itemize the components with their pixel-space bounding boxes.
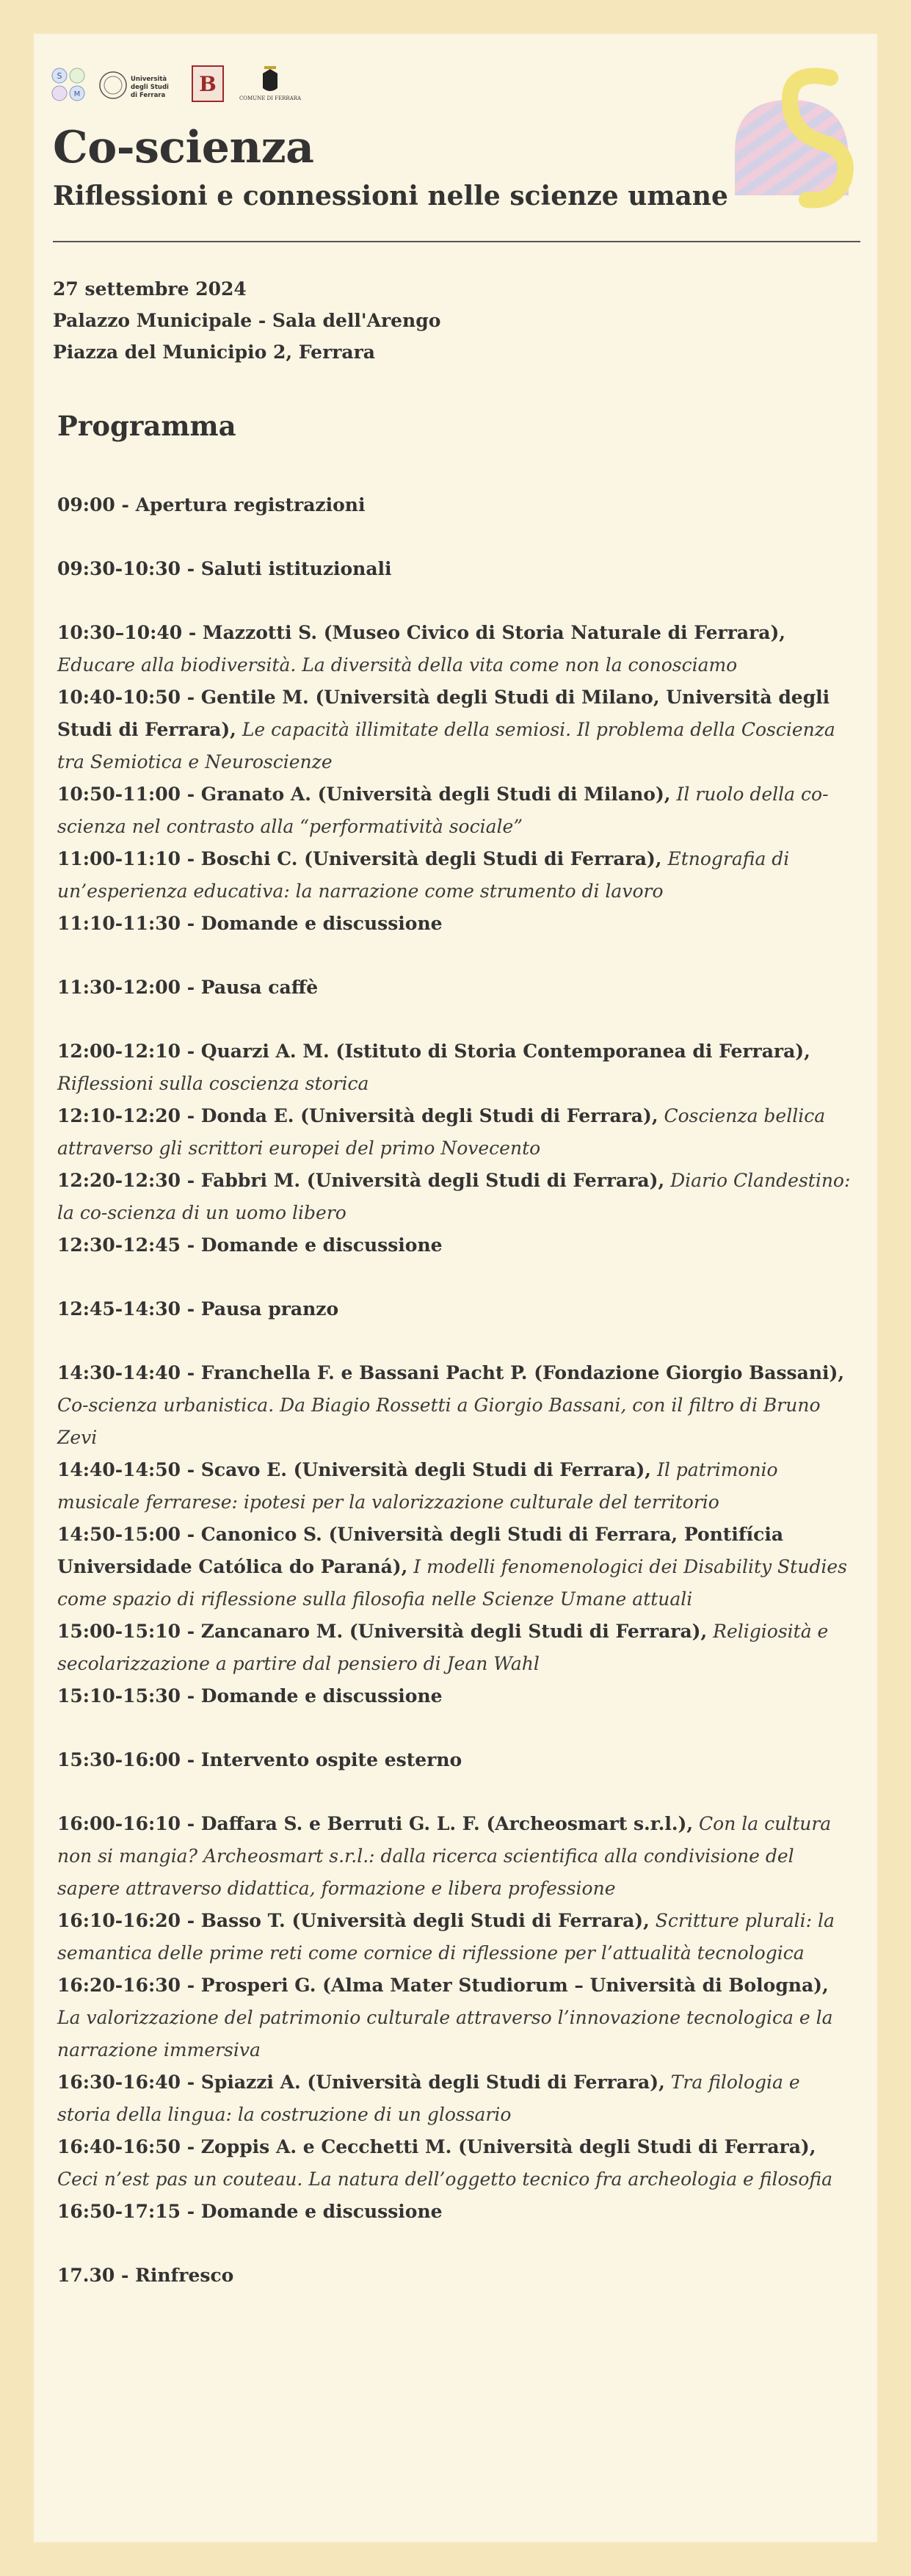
programme-item-speaker: Saluti istituzionali: [200, 558, 392, 579]
programme-item-talk: I modelli fenomenologici dei Disability Studies come spazio di riflessione sulla filosofia nelle Scienze Umane attuali: [57, 1556, 847, 1610]
programme-item-talk: Le capacità illimitate della semiosi. Il problema della Coscienza tra Semiotica e Neuroscienze: [57, 719, 835, 773]
programme-item-talk: Il ruolo della co-scienza nel contrasto alla “performatività sociale”: [57, 784, 829, 837]
programme-item-speaker: Intervento ospite esterno: [200, 1749, 462, 1770]
programme-item-talk: Ceci n’est pas un couteau. La natura dell’oggetto tecnico fra archeologia e filosofia: [57, 2168, 832, 2190]
programme-item-time: 16:00-16:10: [57, 1813, 181, 1834]
programme-item-speaker: Domande e discussione: [200, 1234, 443, 1256]
programme-item-talk: Con la cultura non si mangia? Archeosmart s.r.l.: dalla ricerca scientifica alla condivisione del sapere attraverso didattica, formazione e libera professione: [57, 1813, 832, 1899]
svg-text:di Ferrara: di Ferrara: [131, 92, 166, 99]
programme-item-speaker: Mazzotti S. (Museo Civico di Storia Naturale di Ferrara),: [202, 622, 785, 643]
poster-title: Co-scienza: [53, 122, 314, 173]
programme-item: [57, 778, 857, 843]
poster-subtitle: Riflessioni e connessioni nelle scienze umane: [53, 181, 728, 211]
programme-item: [57, 1035, 857, 1100]
programme-item-talk: Co-scienza urbanistica. Da Biagio Rossetti a Giorgio Bassani, con il filtro di Bruno Zevi: [57, 1394, 821, 1448]
programme-item-time-speaker: 12:00-12:10 - Quarzi A. M. (Istituto di Storia Contemporanea di Ferrara),: [57, 1041, 810, 1062]
programme-item-time: 15:00-15:10: [57, 1621, 181, 1642]
programme-item-time-speaker: 12:45-14:30 - Pausa pranzo: [57, 1298, 339, 1320]
programme-item-time-speaker: 16:00-16:10 - Daffara S. e Berruti G. L. F. (Archeosmart s.r.l.),: [57, 1813, 694, 1834]
programme-item: [57, 1680, 857, 1712]
programme-item-time-speaker: 14:40-14:50 - Scavo E. (Università degli Studi di Ferrara),: [57, 1459, 652, 1480]
programme-item-time-speaker: 09:00 - Apertura registrazioni: [57, 494, 366, 515]
programme-item-time-speaker: 10:40-10:50 - Gentile M. (Università degli Studi di Milano, Università degli Studi di Ferrara),: [57, 687, 830, 740]
programme-item: [57, 1100, 857, 1165]
programme-item-time: 16:50-17:15: [57, 2201, 181, 2222]
programme-item-speaker: Domande e discussione: [200, 1685, 443, 1707]
programme-item-time: 15:30-16:00: [57, 1749, 181, 1770]
programme-item: [57, 489, 857, 521]
programme-item-time-speaker: 15:00-15:10 - Zancanaro M. (Università degli Studi di Ferrara),: [57, 1621, 708, 1642]
programme-item-time: 12:45-14:30: [57, 1298, 181, 1320]
programme-item: [57, 972, 857, 1004]
programme-item-time-speaker: 10:50-11:00 - Granato A. (Università degli Studi di Milano),: [57, 784, 671, 805]
programme-item: [57, 2066, 857, 2131]
programme-item: [57, 1454, 857, 1519]
event-date: 27 settembre 2024: [53, 278, 247, 300]
programme-item-time-speaker: 14:30-14:40 - Franchella F. e Bassani Pacht P. (Fondazione Giorgio Bassani),: [57, 1362, 845, 1383]
comune-ferrara-logo: [238, 63, 302, 109]
programme-item-speaker: Apertura registrazioni: [135, 494, 366, 515]
programme-item: [57, 553, 857, 585]
programme-item-time-speaker: 16:30-16:40 - Spiazzi A. (Università degli Studi di Ferrara),: [57, 2072, 665, 2093]
programme-item-speaker: Basso T. (Università degli Studi di Ferrara),: [200, 1910, 650, 1931]
programme-item: [57, 908, 857, 940]
programme-item-time-speaker: 16:40-16:50 - Zoppis A. e Cecchetti M. (Università degli Studi di Ferrara),: [57, 2136, 816, 2157]
programme-item-speaker: Prosperi G. (Alma Mater Studiorum – Università di Bologna),: [200, 1975, 829, 1996]
programme-item: [57, 1969, 857, 2066]
programme-item-speaker: Domande e discussione: [200, 913, 443, 934]
programme-item-talk: Religiosità e secolarizzazione a partire dal pensiero di Jean Wahl: [57, 1621, 829, 1674]
svg-text:S: S: [57, 71, 62, 81]
programme-item-talk: Scritture plurali: la semantica delle prime reti come cornice di riflessione per l’attualità tecnologica: [57, 1910, 835, 1964]
programme-item-time: 16:30-16:40: [57, 2072, 181, 2093]
programme-item-time: 17.30: [57, 2265, 115, 2286]
programme-item: [57, 617, 857, 681]
sam-logo: [51, 68, 85, 101]
programme-item-talk: Etnografia di un’esperienza educativa: la narrazione come strumento di lavoro: [57, 848, 790, 902]
programme-item-time: 16:40-16:50: [57, 2136, 181, 2157]
programme-item: [57, 1293, 857, 1325]
programme-item: [57, 2196, 857, 2228]
programme-item-time: 14:50-15:00: [57, 1524, 181, 1545]
poster-page: [34, 34, 877, 2542]
programme-item: [57, 1357, 857, 1454]
programme-item-speaker: Boschi C. (Università degli Studi di Ferrara),: [200, 848, 662, 869]
programme-item: [57, 1616, 857, 1680]
serpent-logo-icon: [720, 56, 860, 225]
svg-text:COMUNE DI FERRARA: COMUNE DI FERRARA: [239, 95, 302, 101]
programme-item-talk: Coscienza bellica attraverso gli scrittori europei del primo Novecento: [57, 1105, 826, 1159]
programme-item-time-speaker: 12:10-12:20 - Donda E. (Università degli Studi di Ferrara),: [57, 1105, 658, 1126]
programme-item-speaker: Daffara S. e Berruti G. L. F. (Archeosmart s.r.l.),: [200, 1813, 694, 1834]
programme-item-speaker: Gentile M. (Università degli Studi di Milano, Università degli Studi di Ferrara),: [57, 687, 830, 740]
programme-item-time-speaker: 16:20-16:30 - Prosperi G. (Alma Mater Studiorum – Università di Bologna),: [57, 1975, 829, 1996]
programme-item-talk: Riflessioni sulla coscienza storica: [57, 1073, 369, 1094]
programme-item-time: 14:30-14:40: [57, 1362, 181, 1383]
programme-item: [57, 1744, 857, 1776]
programme-item-time: 09:30-10:30: [57, 558, 181, 579]
programme-item-speaker: Donda E. (Università degli Studi di Ferrara),: [200, 1105, 658, 1126]
programme-item-time: 10:30–10:40: [57, 622, 183, 643]
programme-item-time-speaker: 11:00-11:10 - Boschi C. (Università degli Studi di Ferrara),: [57, 848, 662, 869]
programme-item-time: 14:40-14:50: [57, 1459, 181, 1480]
programme-item-time: 16:10-16:20: [57, 1910, 181, 1931]
programme-item-time-speaker: 12:20-12:30 - Fabbri M. (Università degli Studi di Ferrara),: [57, 1170, 665, 1191]
programme-item: [57, 681, 857, 778]
programme-item-time-speaker: 16:50-17:15 - Domande e discussione: [57, 2201, 443, 2222]
programme-title: Programma: [57, 410, 236, 442]
programme-item-speaker: Fabbri M. (Università degli Studi di Ferrara),: [200, 1170, 665, 1191]
event-info: [53, 273, 440, 368]
programme-item-time: 15:10-15:30: [57, 1685, 181, 1707]
crest-logo: [191, 65, 225, 103]
programme-item-talk: Educare alla biodiversità. La diversità della vita come non la conosciamo: [57, 654, 738, 676]
programme-item-speaker: Pausa caffè: [200, 977, 319, 998]
programme-item: [57, 1905, 857, 1969]
programme-item-time: 10:50-11:00: [57, 784, 181, 805]
programme-item-speaker: Franchella F. e Bassani Pacht P. (Fondazione Giorgio Bassani),: [200, 1362, 845, 1383]
programme-item-time-speaker: 17.30 - Rinfresco: [57, 2265, 234, 2286]
programme-item-time-speaker: 11:30-12:00 - Pausa caffè: [57, 977, 319, 998]
programme-item: [57, 1165, 857, 1229]
programme-item-time-speaker: 12:30-12:45 - Domande e discussione: [57, 1234, 443, 1256]
programme-item-speaker: Scavo E. (Università degli Studi di Ferrara),: [200, 1459, 652, 1480]
programme-item-time-speaker: 14:50-15:00 - Canonico S. (Università degli Studi di Ferrara, Pontifícia Universidade Católica do Paraná),: [57, 1524, 784, 1577]
programme-item: [57, 2131, 857, 2196]
programme-item: [57, 1808, 857, 1905]
programme-item-speaker: Rinfresco: [135, 2265, 234, 2286]
programme-item-time-speaker: 16:10-16:20 - Basso T. (Università degli Studi di Ferrara),: [57, 1910, 650, 1931]
programme-item-time: 16:20-16:30: [57, 1975, 181, 1996]
svg-text:M: M: [73, 90, 81, 98]
programme-item-speaker: Zancanaro M. (Università degli Studi di Ferrara),: [200, 1621, 708, 1642]
programme-item-time: 12:00-12:10: [57, 1041, 181, 1062]
programme-item-speaker: Zoppis A. e Cecchetti M. (Università degli Studi di Ferrara),: [200, 2136, 816, 2157]
programme-item-time: 11:10-11:30: [57, 913, 181, 934]
programme-item-time-speaker: 09:30-10:30 - Saluti istituzionali: [57, 558, 392, 579]
svg-text:degli Studi: degli Studi: [131, 84, 169, 91]
programme-item-speaker: Canonico S. (Università degli Studi di Ferrara, Pontifícia Universidade Católica do Paraná),: [57, 1524, 784, 1577]
universita-ferrara-logo: [98, 69, 179, 101]
programme-item-speaker: Pausa pranzo: [200, 1298, 339, 1320]
programme-item-speaker: Spiazzi A. (Università degli Studi di Ferrara),: [200, 2072, 665, 2093]
programme-item-time: 12:30-12:45: [57, 1234, 181, 1256]
programme-item-talk: La valorizzazione del patrimonio culturale attraverso l’innovazione tecnologica e la narrazione immersiva: [57, 2007, 833, 2061]
programme-list: [57, 489, 857, 2292]
programme-item-speaker: Domande e discussione: [200, 2201, 443, 2222]
programme-item: [57, 1519, 857, 1616]
programme-item-time-speaker: 11:10-11:30 - Domande e discussione: [57, 913, 443, 934]
programme-item-time-speaker: 10:30–10:40 - Mazzotti S. (Museo Civico di Storia Naturale di Ferrara),: [57, 622, 785, 643]
programme-item-time: 11:00-11:10: [57, 848, 181, 869]
programme-item-time: 12:20-12:30: [57, 1170, 181, 1191]
programme-item-time-speaker: 15:30-16:00 - Intervento ospite esterno: [57, 1749, 462, 1770]
programme-item-talk: Tra filologia e storia della lingua: la costruzione di un glossario: [57, 2072, 800, 2125]
programme-item-time-speaker: 15:10-15:30 - Domande e discussione: [57, 1685, 443, 1707]
event-venue: Palazzo Municipale - Sala dell'Arengo: [53, 310, 441, 331]
programme-item: [57, 2260, 857, 2292]
programme-item-speaker: Granato A. (Università degli Studi di Milano),: [200, 784, 671, 805]
programme-item-time: 11:30-12:00: [57, 977, 181, 998]
programme-item-talk: Diario Clandestino: la co-scienza di un uomo libero: [57, 1170, 851, 1223]
programme-item: [57, 1229, 857, 1262]
header-divider: [53, 241, 860, 242]
programme-item-time: 12:10-12:20: [57, 1105, 181, 1126]
event-address: Piazza del Municipio 2, Ferrara: [53, 341, 375, 363]
svg-text:B: B: [199, 72, 217, 96]
programme-item: [57, 843, 857, 908]
programme-item-talk: Il patrimonio musicale ferrarese: ipotesi per la valorizzazione culturale del territorio: [57, 1459, 778, 1513]
programme-item-time: 10:40-10:50: [57, 687, 181, 708]
programme-item-speaker: Quarzi A. M. (Istituto di Storia Contemporanea di Ferrara),: [200, 1041, 810, 1062]
svg-text:Università: Università: [131, 76, 167, 83]
programme-item-time: 09:00: [57, 494, 115, 515]
